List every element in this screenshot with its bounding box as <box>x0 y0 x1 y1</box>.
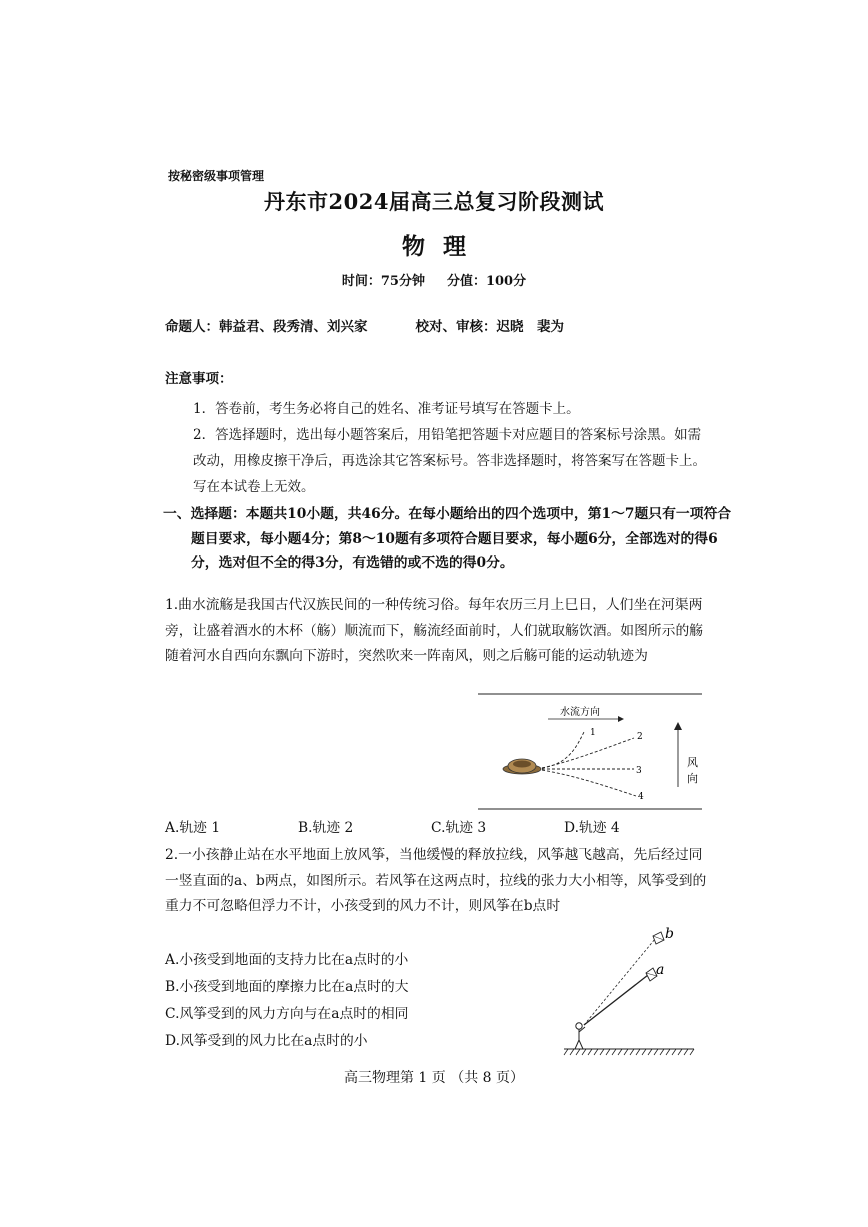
question-2-options <box>165 947 485 1055</box>
option-b[interactable]: B.小孩受到地面的摩擦力比在a点时的大 <box>165 979 409 995</box>
question-1-options <box>165 816 725 836</box>
option-d[interactable]: D.轨迹 4 <box>564 820 620 836</box>
question-1-figure <box>476 690 706 815</box>
authors-line <box>165 315 564 335</box>
notice-item: 2．答选择题时，选出每小题答案后，用铅笔把答题卡对应题目的答案标号涂黑。如需改动，用橡皮擦干净后，再选涂其它答案标号。答非选择题时，将答案写在答题卡上。写在本试卷上无效。 <box>193 427 706 495</box>
track-label-2: 2 <box>637 732 643 742</box>
wind-label: 向 <box>687 772 698 785</box>
option-a[interactable]: A.轨迹 1 <box>165 820 221 836</box>
child-icon <box>575 1023 585 1049</box>
kite-string-b <box>584 939 655 1025</box>
track-label-1: 1 <box>590 728 596 738</box>
authors: 命题人：韩益君、段秀清、刘兴家 <box>165 319 368 335</box>
track-2 <box>542 738 634 768</box>
wine-cup-icon <box>503 759 541 774</box>
wind-arrow-head <box>674 722 682 730</box>
exam-title: 丹东市2024届高三总复习阶段测试 <box>264 189 604 214</box>
option-c[interactable]: C.轨迹 3 <box>431 820 487 836</box>
exam-score: 分值：100分 <box>446 274 527 289</box>
confidential-label: 按秘密级事项管理 <box>168 169 265 183</box>
track-4 <box>542 770 636 796</box>
track-label-4: 4 <box>638 792 644 802</box>
exam-time: 时间：75分钟 <box>341 274 425 289</box>
option-c[interactable]: C.风筝受到的风力方向与在a点时的相同 <box>165 1006 409 1022</box>
point-a-label: a <box>656 962 665 978</box>
kite-b-icon <box>653 932 664 944</box>
reviewers: 校对、审核：迟晓 裴为 <box>415 319 564 335</box>
option-a[interactable]: A.小孩受到地面的支持力比在a点时的小 <box>165 952 409 968</box>
question-1-stem: 1.曲水流觞是我国古代汉族民间的一种传统习俗。每年农历三月上巳日，人们坐在河渠两旁，让盛着酒水的木杯（觞）顺流而下，觞流经面前时，人们就取觞饮酒。如图所示的觞随着河水自西向东飘向下游时，突然吹来一阵南风，则之后觞可能的运动轨迹为 <box>165 597 704 664</box>
wind-label: 风 <box>687 756 698 769</box>
question-2-figure <box>560 922 700 1062</box>
page-footer: 高三物理第 1 页 （共 8 页） <box>343 1070 525 1086</box>
option-d[interactable]: D.风筝受到的风力比在a点时的小 <box>165 1033 368 1049</box>
flow-arrow-head <box>618 716 624 722</box>
subject-title: 物理 <box>402 233 484 260</box>
option-b[interactable]: B.轨迹 2 <box>298 820 354 836</box>
kite-string-a <box>584 975 648 1025</box>
question-2-stem: 2.一小孩静止站在水平地面上放风筝，当他缓慢的释放拉线，风筝越飞越高，先后经过同一竖直面的a、b两点，如图所示。若风筝在这两点时，拉线的张力大小相等，风筝受到的重力不可忽略但浮力不计，小孩受到的风力不计，则风筝在b点时 <box>165 847 707 914</box>
time-score-line <box>0 270 868 289</box>
notice-item: 1．答卷前，考生务必将自己的姓名、准考证号填写在答题卡上。 <box>193 401 580 417</box>
point-b-label: b <box>665 926 674 942</box>
section-instructions: 一、选择题：本题共10小题，共46分。在每小题给出的四个选项中，第1～7题只有一项符合题目要求，每小题4分；第8～10题有多项符合题目要求，每小题6分，全部选对的得6分，选对但不全的得3分，有选错的或不选的得0分。 <box>163 506 732 571</box>
notice-heading: 注意事项： <box>165 371 233 387</box>
ground-hatching <box>564 1049 694 1055</box>
flow-direction-label: 水流方向 <box>560 707 600 718</box>
track-label-3: 3 <box>636 766 642 776</box>
